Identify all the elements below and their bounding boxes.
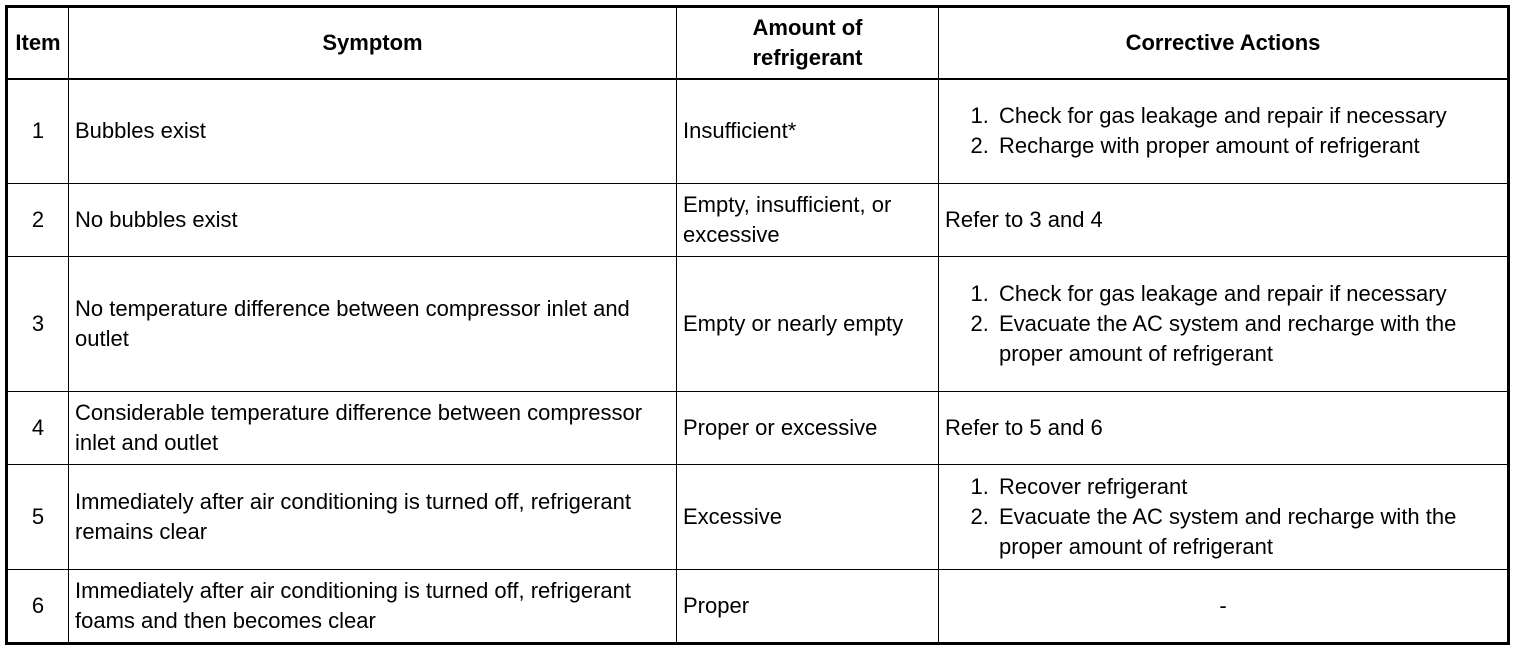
amount-cell: Proper or excessive xyxy=(677,392,939,465)
symptom-cell: Immediately after air conditioning is turned off, refrigerant foams and then becomes clear xyxy=(69,570,677,644)
header-actions: Corrective Actions xyxy=(939,7,1509,79)
actions-cell: - xyxy=(939,570,1509,644)
amount-cell: Insufficient* xyxy=(677,79,939,184)
item-number: 6 xyxy=(7,570,69,644)
item-number: 4 xyxy=(7,392,69,465)
amount-cell: Empty or nearly empty xyxy=(677,257,939,392)
amount-cell: Proper xyxy=(677,570,939,644)
symptom-cell: No temperature difference between compressor inlet and outlet xyxy=(69,257,677,392)
action-step: 2. Evacuate the AC system and recharge with the proper amount of refrigerant xyxy=(995,502,1501,562)
amount-cell: Empty, insufficient, or excessive xyxy=(677,184,939,257)
table-row xyxy=(7,465,1509,570)
actions-list xyxy=(945,279,1501,369)
item-number: 3 xyxy=(7,257,69,392)
action-step: 2. Recharge with proper amount of refrigerant xyxy=(995,131,1501,161)
table-header-row xyxy=(7,7,1509,79)
symptom-cell: Considerable temperature difference between compressor inlet and outlet xyxy=(69,392,677,465)
amount-cell: Excessive xyxy=(677,465,939,570)
refrigerant-diagnosis-table-container xyxy=(5,5,1507,642)
table-row xyxy=(7,570,1509,644)
table-row xyxy=(7,184,1509,257)
action-step: 1. Check for gas leakage and repair if necessary xyxy=(995,279,1501,309)
actions-cell xyxy=(939,79,1509,184)
actions-cell: Refer to 5 and 6 xyxy=(939,392,1509,465)
item-number: 5 xyxy=(7,465,69,570)
header-item: Item xyxy=(7,7,69,79)
symptom-cell: Immediately after air conditioning is turned off, refrigerant remains clear xyxy=(69,465,677,570)
item-number: 1 xyxy=(7,79,69,184)
symptom-cell: No bubbles exist xyxy=(69,184,677,257)
header-amount: Amount of refrigerant xyxy=(677,7,939,79)
item-number: 2 xyxy=(7,184,69,257)
header-symptom: Symptom xyxy=(69,7,677,79)
action-step: 2. Evacuate the AC system and recharge with the proper amount of refrigerant xyxy=(995,309,1501,369)
table-row xyxy=(7,392,1509,465)
symptom-cell: Bubbles exist xyxy=(69,79,677,184)
actions-list xyxy=(945,472,1501,562)
actions-cell xyxy=(939,257,1509,392)
table-row xyxy=(7,257,1509,392)
table-row xyxy=(7,79,1509,184)
actions-cell: Refer to 3 and 4 xyxy=(939,184,1509,257)
actions-cell xyxy=(939,465,1509,570)
refrigerant-diagnosis-table xyxy=(5,5,1510,645)
action-step: 1. Recover refrigerant xyxy=(995,472,1501,502)
action-step: 1. Check for gas leakage and repair if necessary xyxy=(995,101,1501,131)
actions-list xyxy=(945,101,1501,161)
